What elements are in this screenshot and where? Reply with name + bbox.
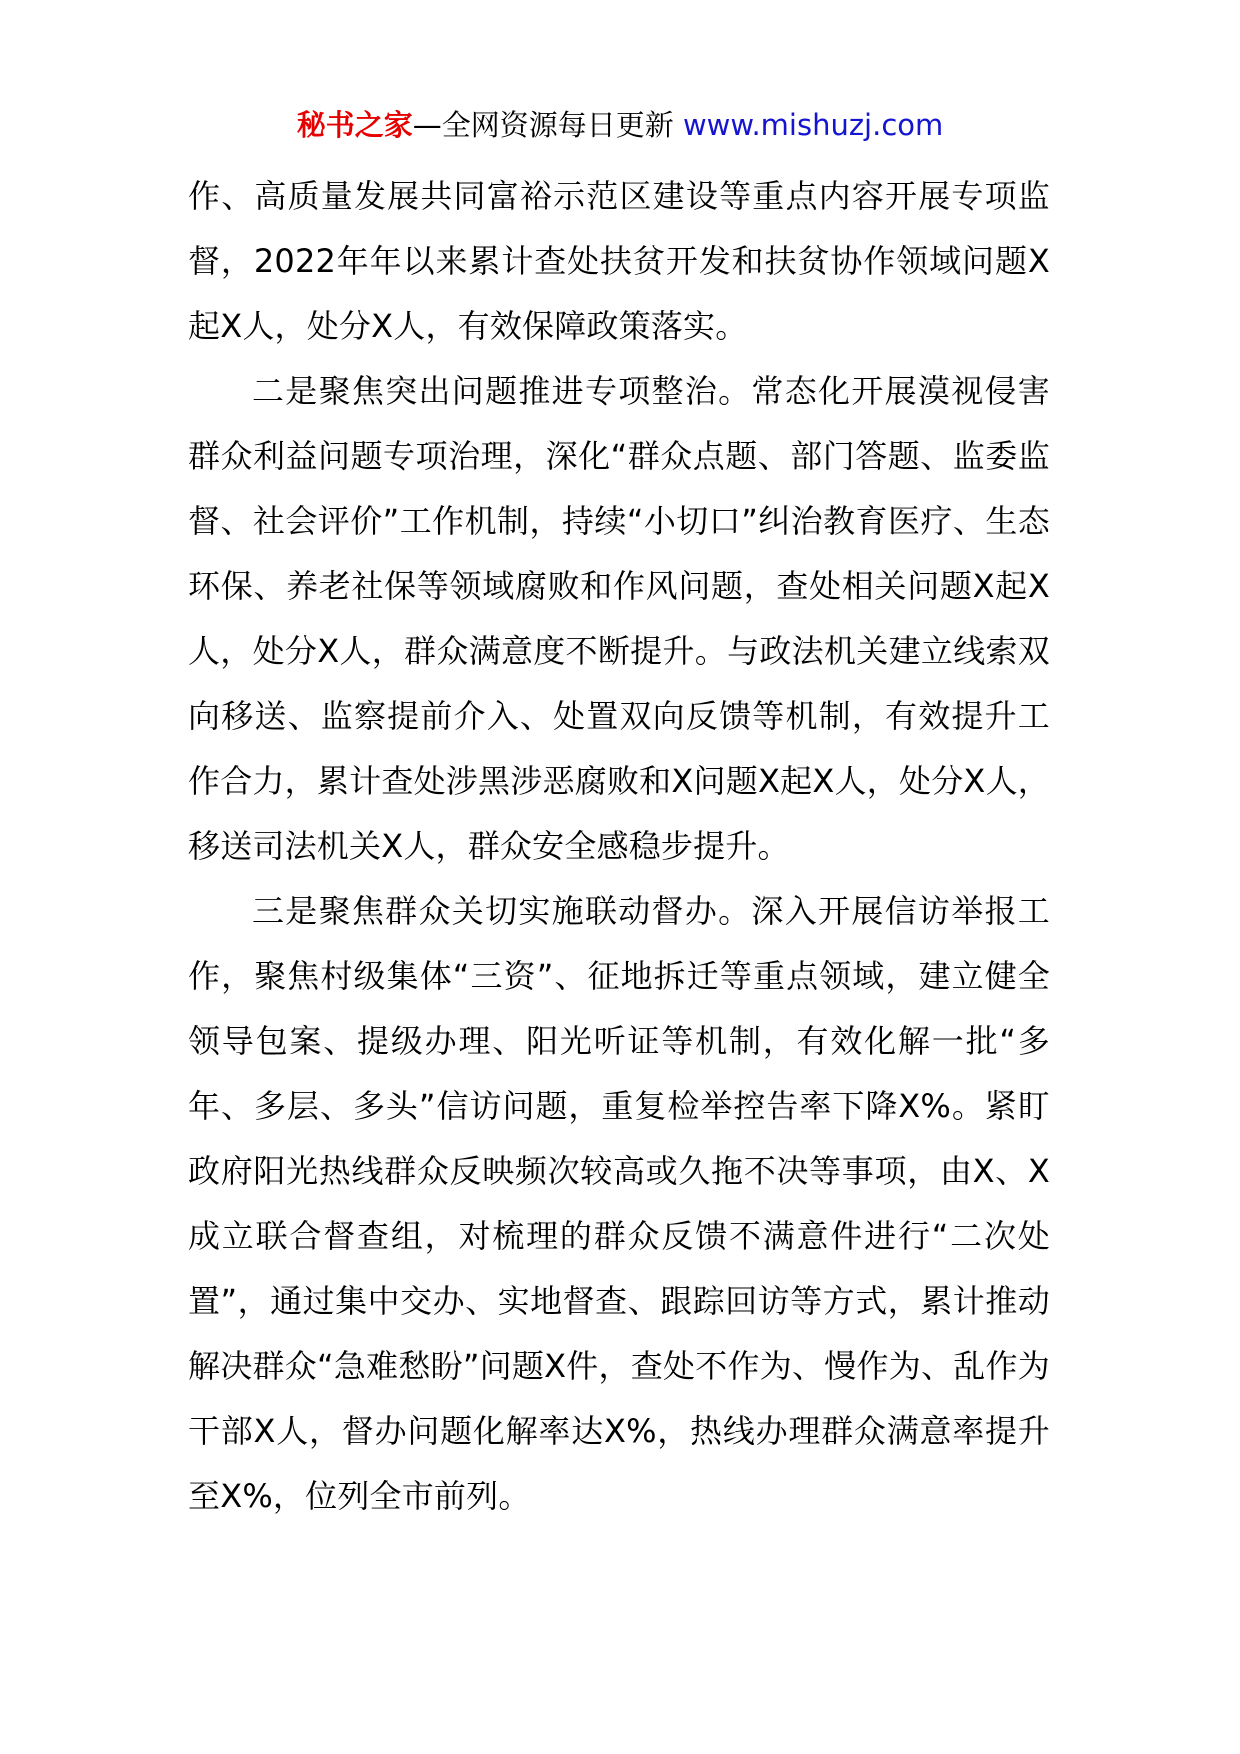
- paragraph-continuation: 作、高质量发展共同富裕示范区建设等重点内容开展专项监督，2022年年以来累计查处扶贫开发和扶贫协作领域问题X起X人，处分X人，有效保障政策落实。: [188, 177, 1050, 345]
- document-body: [188, 164, 1050, 1529]
- site-url[interactable]: www.mishuzj.com: [682, 108, 944, 142]
- paragraph-point-three: 三是聚焦群众关切实施联动督办。深入开展信访举报工作，聚焦村级集体“三资”、征地拆迁等重点领域，建立健全领导包案、提级办理、阳光听证等机制，有效化解一批“多年、多层、多头”信访问题，重复检举控告率下降X%。紧盯政府阳光热线群众反映频次较高或久拖不决等事项，由X、X成立联合督查组，对梳理的群众反馈不满意件进行“二次处置”，通过集中交办、实地督查、跟踪回访等方式，累计推动解决群众“急难愁盼”问题X件，查处不作为、慢作为、乱作为干部X人，督办问题化解率达X%，热线办理群众满意率提升至X%，位列全市前列。: [188, 892, 1050, 1515]
- header-tagline: —全网资源每日更新: [412, 108, 683, 142]
- paragraph-point-two: 二是聚焦突出问题推进专项整治。常态化开展漠视侵害群众利益问题专项治理，深化“群众点题、部门答题、监委监督、社会评价”工作机制，持续“小切口”纠治教育医疗、生态环保、养老社保等领域腐败和作风问题，查处相关问题X起X人，处分X人，群众满意度不断提升。与政法机关建立线索双向移送、监察提前介入、处置双向反馈等机制，有效提升工作合力，累计查处涉黑涉恶腐败和X问题X起X人，处分X人，移送司法机关X人，群众安全感稳步提升。: [188, 372, 1050, 865]
- site-header: [0, 103, 1240, 147]
- brand-name: 秘书之家: [296, 108, 413, 142]
